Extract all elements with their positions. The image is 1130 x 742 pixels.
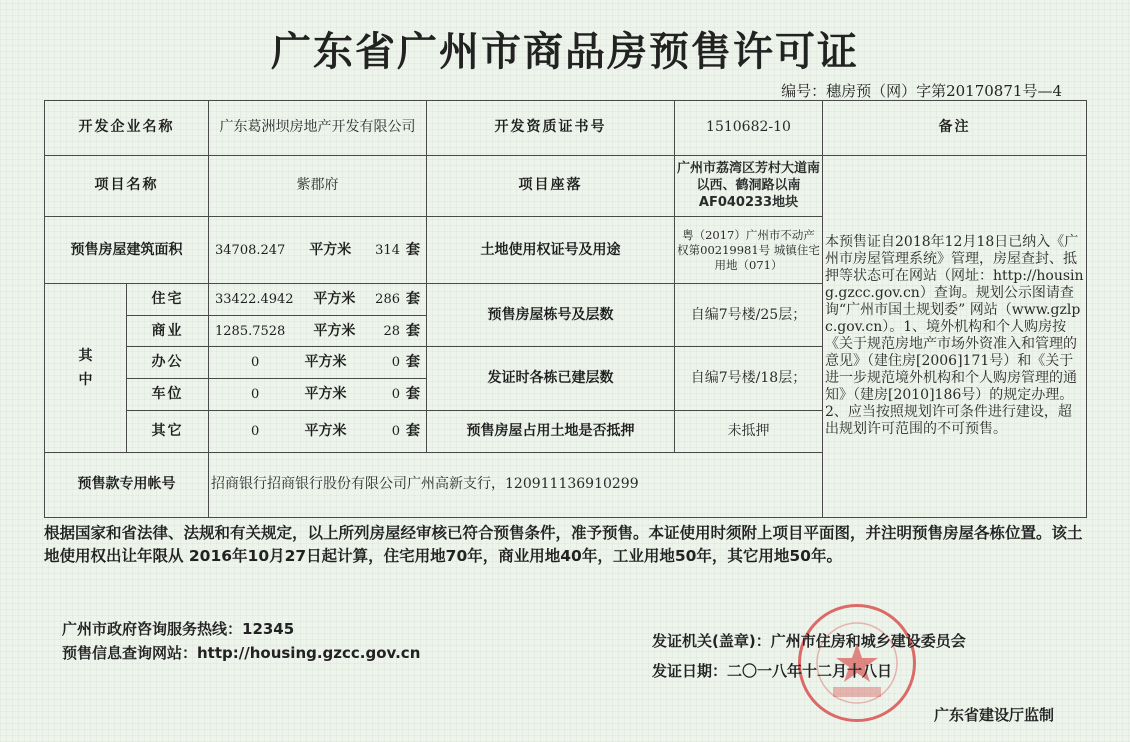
- breakdown-row: [209, 284, 427, 316]
- land-mortgage-value: 未抵押: [675, 410, 823, 452]
- breakdown-area: 33422.4942: [215, 291, 294, 307]
- hotline: 广州市政府咨询服务热线：12345: [62, 620, 295, 638]
- breakdown-row: [209, 315, 427, 347]
- breakdown-unit: 平方米: [304, 422, 347, 439]
- breakdown-area: 0: [251, 423, 260, 439]
- qualification-value: 1510682-10: [675, 101, 823, 156]
- qualification-label: 开发资质证书号: [427, 101, 675, 156]
- account-value: 招商银行招商银行股份有限公司广州高新支行，120911136910299: [209, 452, 823, 517]
- breakdown-count: 0: [391, 423, 400, 439]
- breakdown-type: 办公: [127, 347, 209, 379]
- breakdown-unit: 平方米: [313, 290, 356, 307]
- certificate-table: [44, 100, 1087, 518]
- presale-area-value: [209, 216, 427, 283]
- breakdown-count: 0: [391, 355, 400, 371]
- issue-date: 发证日期：二〇一八年十二月十八日: [652, 662, 893, 680]
- breakdown-count: 286: [375, 291, 400, 307]
- developer-label: 开发企业名称: [45, 101, 209, 156]
- legal-statement: 根据国家和省法律、法规和有关规定，以上所列房屋经审核已符合预售条件，准予预售。本证使用时须附上项目平面图，并注明预售房屋各栋位置。该土地使用权出让年限从 2016年10月27日起计算，住宅用地70年，商业用地40年，工业用地50年，其它用地50年。: [44, 524, 1083, 565]
- presale-area-number: 34708.247: [215, 242, 286, 258]
- breakdown-count-unit: 套: [406, 385, 420, 402]
- account-label: 预售款专用帐号: [45, 452, 209, 517]
- breakdown-count-unit: 套: [406, 354, 420, 371]
- breakdown-area: 0: [251, 386, 260, 402]
- breakdown-count: 0: [391, 386, 400, 402]
- certificate-title: 广东省广州市商品房预售许可证: [271, 29, 859, 75]
- project-name-value: 紫郡府: [209, 155, 427, 216]
- of-which-label: 其中: [45, 284, 127, 452]
- breakdown-type: 其它: [127, 410, 209, 452]
- remarks-text: 本预售证自2018年12月18日已纳入《广州市房屋管理系统》管理，房屋查封、抵押等状态可在网站（网址：http://housing.gzcc.gov.cn）查询。规划公示图请查询“广州市国土规划委” 网站（www.gzlpc.gov.cn）。1、境外机构和个人购房按《关于规范房地产市场外资准入和管理的意见》（建住房[2006]171号）和《关于进一步规范境外机构和个人购房管理的通知》（建房[2010]186号）的规定办理。2、应当按照规划许可条件进行建设，超出规划许可范围的不可预售。: [823, 155, 1087, 517]
- presale-area-unit: 平方米: [309, 241, 352, 258]
- breakdown-unit: 平方米: [304, 354, 347, 371]
- breakdown-type: 住宅: [127, 284, 209, 316]
- breakdown-row: [209, 410, 427, 452]
- breakdown-area: 1285.7528: [215, 323, 286, 339]
- presale-area-label: 预售房屋建筑面积: [45, 216, 209, 283]
- query-website: 预售信息查询网站：http://housing.gzcc.gov.cn: [62, 644, 421, 662]
- building-floors-label: 预售房屋栋号及层数: [427, 284, 675, 347]
- breakdown-area: 0: [251, 355, 260, 371]
- breakdown-unit: 平方米: [304, 385, 347, 402]
- building-floors-value: 自编7号楼/25层；: [675, 284, 823, 347]
- presale-count-unit: 套: [405, 241, 420, 258]
- developer-value: 广东葛洲坝房地产开发有限公司: [209, 101, 427, 156]
- breakdown-type: 商业: [127, 315, 209, 347]
- built-floors-value: 自编7号楼/18层；: [675, 347, 823, 410]
- land-cert-value: 粤（2017）广州市不动产权第00219981号 城镇住宅用地（071）: [675, 216, 823, 283]
- project-location-label: 项目座落: [427, 155, 675, 216]
- project-location-value: 广州市荔湾区芳村大道南以西、鹤洞路以南AF040233地块: [675, 155, 823, 216]
- certificate-serial: 编号：穗房预（网）字第20170871号—4: [781, 82, 1062, 100]
- presale-count: 314: [375, 242, 400, 258]
- land-cert-label: 土地使用权证号及用途: [427, 216, 675, 283]
- breakdown-count: 28: [383, 323, 400, 339]
- supervisor: 广东省建设厅监制: [933, 706, 1054, 724]
- issuer: 发证机关(盖章)：广州市住房和城乡建设委员会: [652, 632, 966, 650]
- breakdown-count-unit: 套: [406, 422, 420, 439]
- breakdown-unit: 平方米: [313, 322, 356, 339]
- land-mortgage-label: 预售房屋占用土地是否抵押: [427, 410, 675, 452]
- built-floors-label: 发证时各栋已建层数: [427, 347, 675, 410]
- breakdown-count-unit: 套: [405, 322, 420, 339]
- breakdown-row: [209, 347, 427, 379]
- breakdown-count-unit: 套: [406, 290, 420, 307]
- breakdown-type: 车位: [127, 378, 209, 410]
- remarks-label: 备注: [823, 101, 1087, 156]
- breakdown-row: [209, 378, 427, 410]
- project-name-label: 项目名称: [45, 155, 209, 216]
